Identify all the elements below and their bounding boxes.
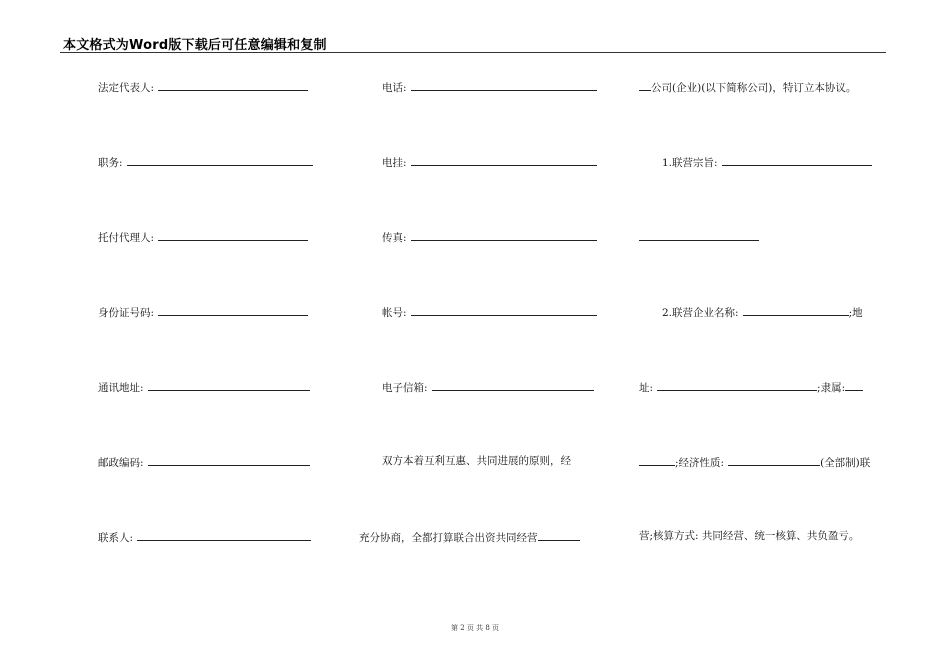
agreement-text-2: 充分协商，全都打算联合出资共同经营 (359, 532, 538, 544)
agreement-text-1: 双方本着互利互惠、共同进展的原则，经 (382, 455, 571, 467)
purpose-row (662, 154, 872, 170)
accounting-text: 营;核算方式: 共同经营、统一核算、共负盈亏。 (639, 530, 860, 542)
document-header-title: 本文格式为Word版下载后可任意编辑和复制 (63, 38, 327, 53)
enterprise-name-label: 2.联营企业名称: (662, 307, 739, 319)
company-name-blank (639, 79, 651, 91)
contact-label: 联系人: (98, 532, 134, 544)
position-label: 职务: (98, 157, 123, 169)
economic-nature-label: ;经济性质: (675, 457, 725, 469)
joint-operation-blank (538, 529, 580, 541)
agent-blank (158, 229, 308, 241)
ownership-text: (全部制)联 (820, 457, 871, 469)
company-text: 公司(企业)(以下简称公司)，特订立本协议。 (651, 82, 857, 94)
enterprise-address-label: ;地 (848, 307, 863, 319)
enterprise-address-blank (657, 379, 817, 391)
email-label: 电子信箱: (382, 382, 428, 394)
legal-rep-label: 法定代表人: (98, 82, 155, 94)
enterprise-name-blank (743, 304, 849, 316)
fax-row (382, 229, 597, 245)
purpose-continuation-blank (639, 229, 759, 241)
position-row (98, 154, 313, 170)
phone-label: 电话: (382, 82, 407, 94)
agreement-text-line-1 (382, 454, 571, 468)
purpose-continuation-row (639, 229, 759, 245)
account-row (382, 304, 597, 320)
purpose-label: 1.联营宗旨: (662, 157, 718, 169)
phone-row (382, 79, 597, 95)
header-divider (60, 52, 886, 53)
company-row (639, 79, 856, 95)
agent-row (98, 229, 308, 245)
affiliation-continuation-blank (639, 454, 675, 466)
address-row (98, 379, 310, 395)
telegram-blank (411, 154, 597, 166)
postcode-row (98, 454, 310, 470)
contact-row (98, 529, 311, 545)
account-label: 帐号: (382, 307, 407, 319)
economic-nature-blank (728, 454, 820, 466)
id-no-label: 身份证号码: (98, 307, 155, 319)
page-number: 第 2 页 共 8 页 (450, 624, 500, 632)
enterprise-name-row (662, 304, 863, 320)
accounting-row (639, 529, 859, 543)
id-no-row (98, 304, 308, 320)
telegram-row (382, 154, 597, 170)
phone-blank (411, 79, 597, 91)
agent-label: 托付代理人: (98, 232, 155, 244)
agreement-text-line-2 (359, 529, 580, 545)
email-blank (432, 379, 594, 391)
affiliation-label: ;隶属: (817, 382, 846, 394)
telegram-label: 电挂: (382, 157, 407, 169)
fax-blank (411, 229, 597, 241)
postcode-label: 邮政编码: (98, 457, 144, 469)
affiliation-blank (845, 379, 863, 391)
id-no-blank (158, 304, 308, 316)
fax-label: 传真: (382, 232, 407, 244)
address-affiliation-row (639, 379, 863, 395)
position-blank (127, 154, 313, 166)
contact-blank (137, 529, 311, 541)
account-blank (411, 304, 597, 316)
economic-nature-row (639, 454, 870, 470)
purpose-blank (722, 154, 872, 166)
postcode-blank (148, 454, 310, 466)
email-row (382, 379, 594, 395)
address-label: 通讯地址: (98, 382, 144, 394)
legal-rep-blank (158, 79, 308, 91)
legal-rep-row (98, 79, 308, 95)
enterprise-address-suffix: 址: (639, 382, 654, 394)
address-blank (148, 379, 310, 391)
